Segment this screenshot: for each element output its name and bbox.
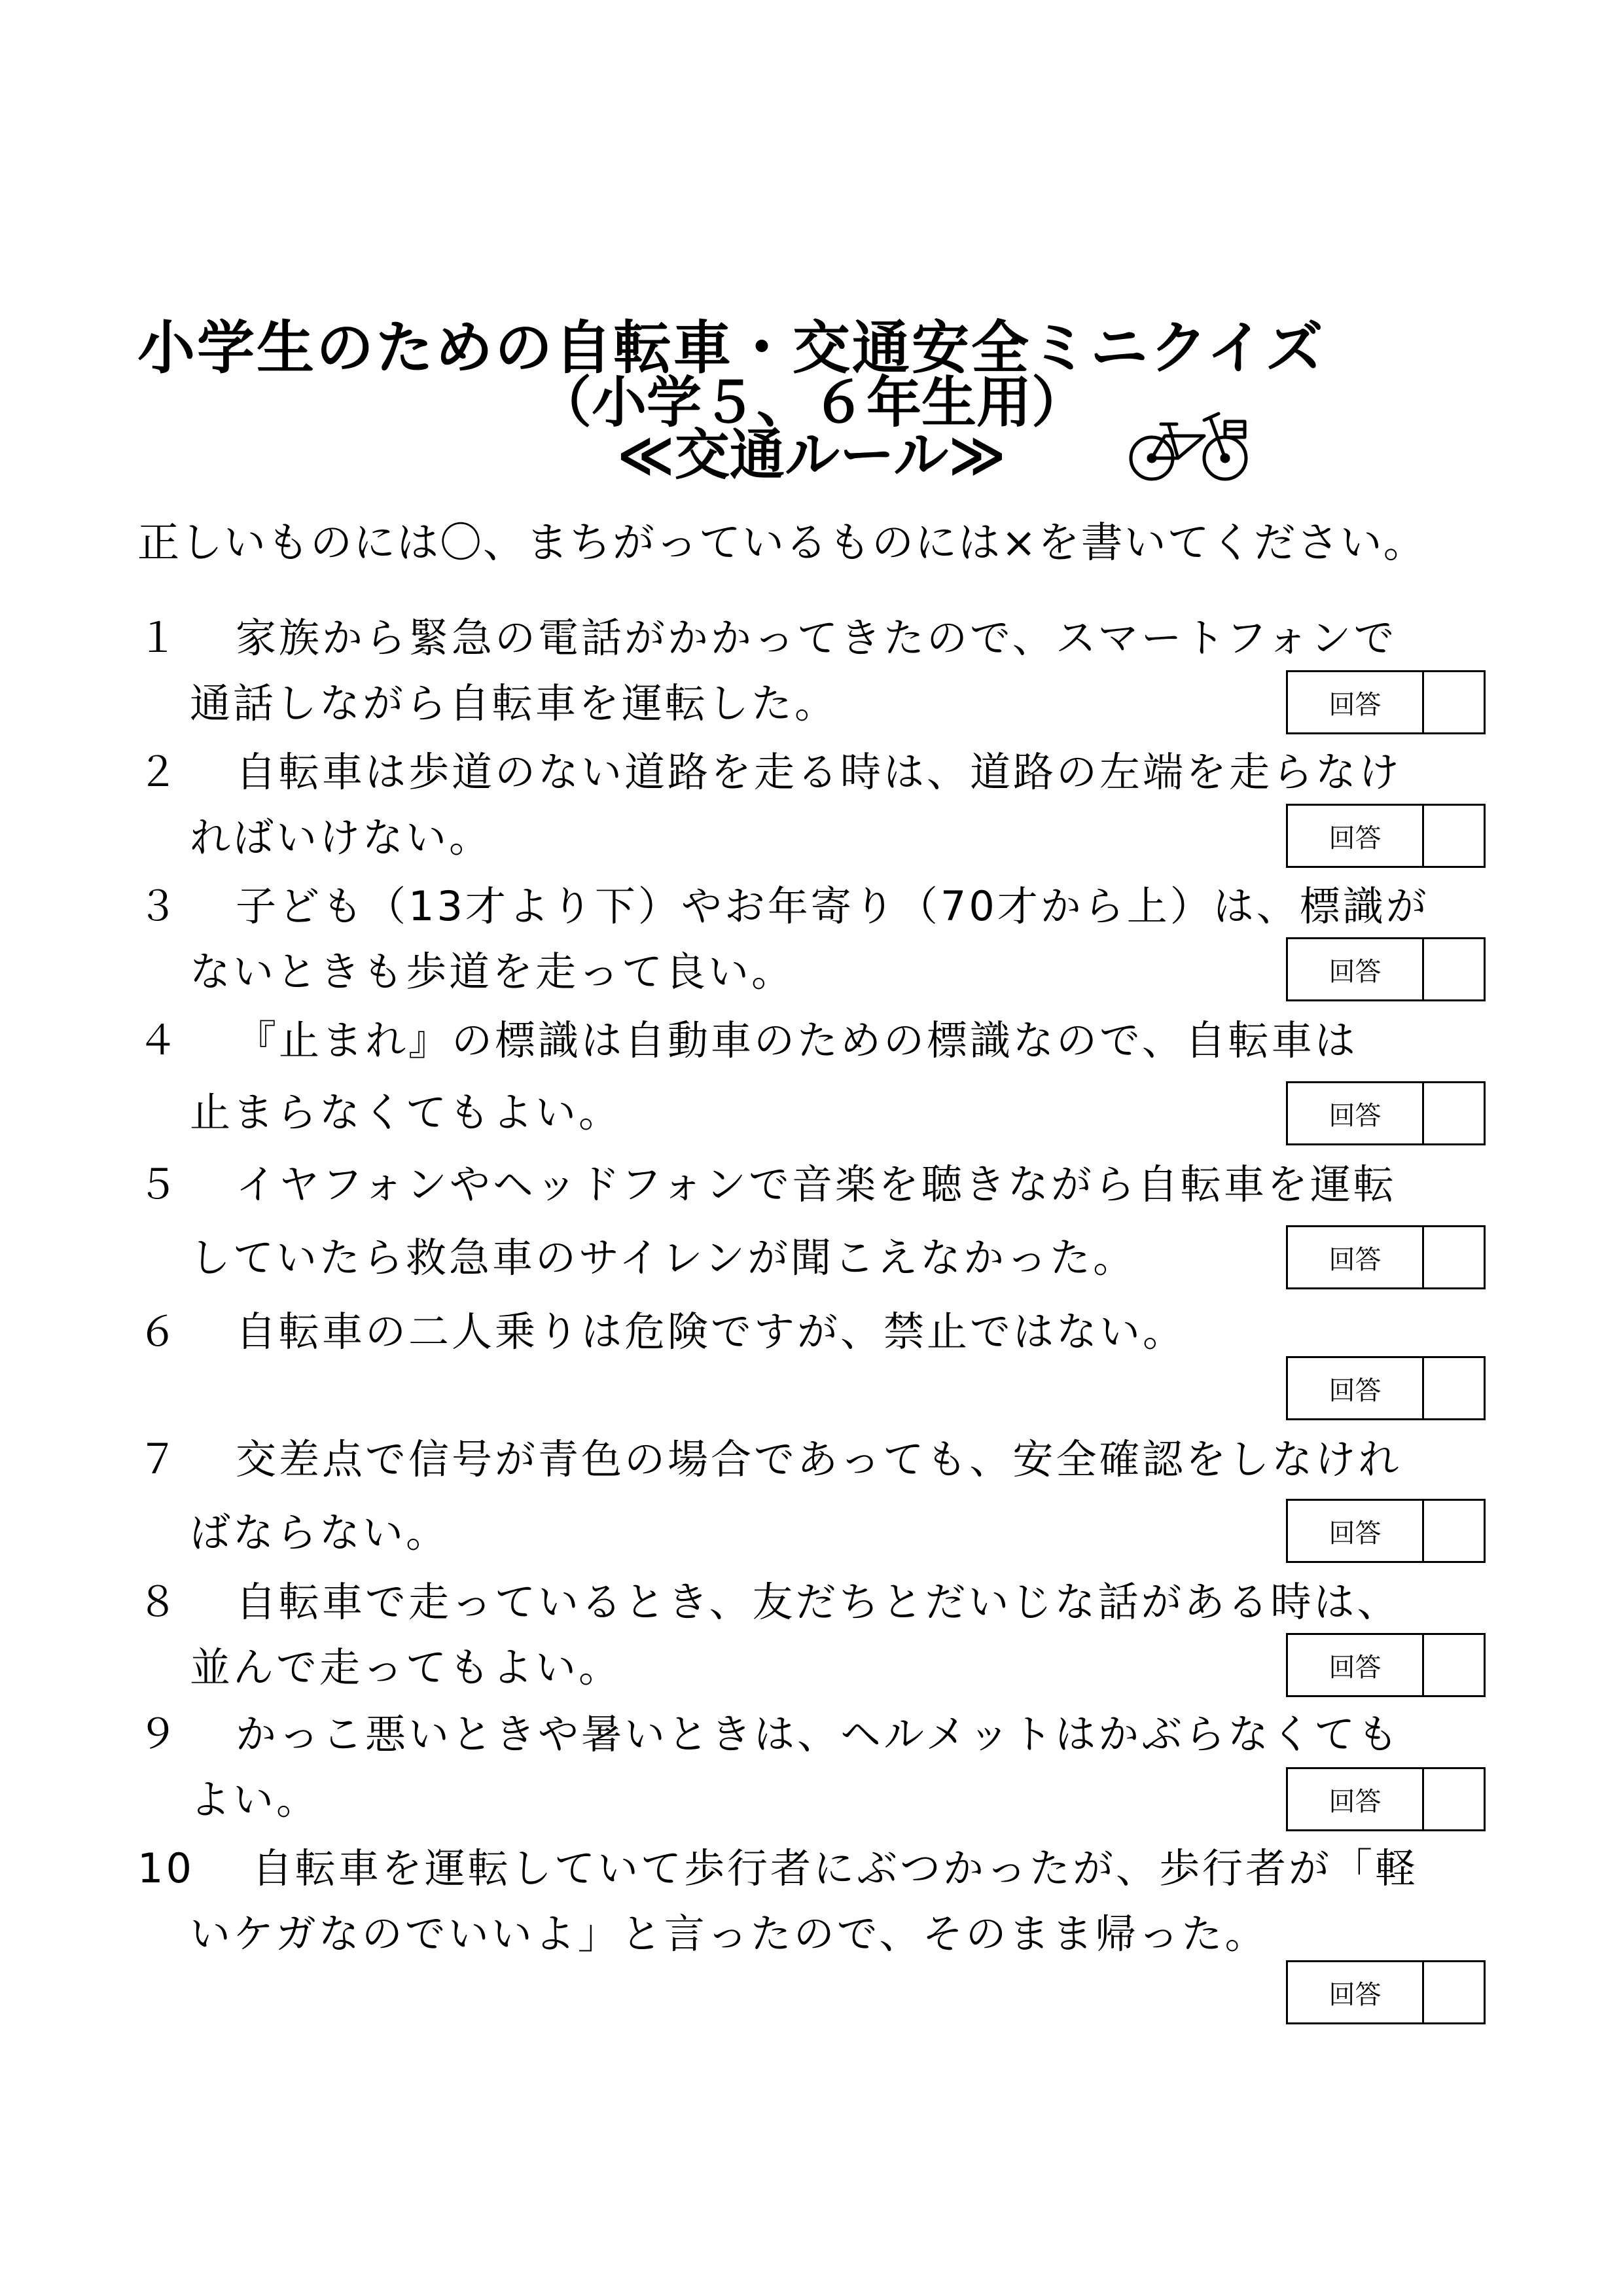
- question-number: １: [137, 614, 181, 662]
- answer-input-cell[interactable]: [1424, 672, 1484, 732]
- question-number: ２: [137, 748, 181, 796]
- answer-box: [1286, 1767, 1486, 1831]
- answer-box: [1286, 1225, 1486, 1289]
- answer-label: 回答: [1288, 1501, 1424, 1561]
- answer-label: 回答: [1288, 1227, 1424, 1287]
- question-text: イヤフォンやヘッドフォンで音楽を聴きながら自転車を運転: [236, 1160, 1397, 1208]
- question-text: いケガなのでいいよ」と言ったので、そのまま帰った。: [190, 1910, 1268, 1958]
- answer-label: 回答: [1288, 939, 1424, 999]
- question-text: 並んで走ってもよい。: [190, 1643, 622, 1691]
- answer-label: 回答: [1288, 1358, 1424, 1418]
- question-number: ５: [137, 1160, 181, 1208]
- answer-input-cell[interactable]: [1424, 1083, 1484, 1143]
- question-text: 自転車を運転していて歩行者にぶつかったが、歩行者が「軽: [252, 1844, 1419, 1892]
- question-text: 止まらなくてもよい。: [190, 1088, 622, 1136]
- answer-box: [1286, 937, 1486, 1001]
- question-number: ６: [137, 1308, 181, 1355]
- answer-box: [1286, 1633, 1486, 1697]
- question-number: ８: [137, 1578, 181, 1626]
- answer-input-cell[interactable]: [1424, 1635, 1484, 1695]
- answer-input-cell[interactable]: [1424, 939, 1484, 999]
- answer-input-cell[interactable]: [1424, 1358, 1484, 1418]
- answer-input-cell[interactable]: [1424, 806, 1484, 866]
- page-subtitle: （小学５、６年生用）: [536, 370, 1086, 435]
- question-number: ７: [137, 1435, 181, 1483]
- answer-box: [1286, 1499, 1486, 1563]
- answer-box: [1286, 1356, 1486, 1420]
- instruction-text: 正しいものには〇、まちがっているものには×を書いてください。: [137, 519, 1427, 567]
- answer-input-cell[interactable]: [1424, 1501, 1484, 1561]
- question-number: 10: [137, 1844, 194, 1892]
- question-text: ないときも歩道を走って良い。: [190, 948, 795, 996]
- answer-label: 回答: [1288, 1769, 1424, 1829]
- question-text: 交差点で信号が青色の場合であっても、安全確認をしなけれ: [236, 1435, 1402, 1483]
- answer-input-cell[interactable]: [1424, 1227, 1484, 1287]
- answer-box: [1286, 1081, 1486, 1145]
- question-text: 通話しながら自転車を運転した。: [190, 679, 838, 727]
- answer-box: [1286, 670, 1486, 734]
- answer-input-cell[interactable]: [1424, 1962, 1484, 2022]
- question-text: 自転車は歩道のない道路を走る時は、道路の左端を走らなけ: [236, 748, 1402, 796]
- answer-box: [1286, 1960, 1486, 2024]
- question-text: ばならない。: [190, 1509, 450, 1556]
- question-text: 自転車で走っているとき、友だちとだいじな話がある時は、: [236, 1578, 1400, 1626]
- answer-input-cell[interactable]: [1424, 1769, 1484, 1829]
- answer-box: [1286, 804, 1486, 868]
- question-text: 家族から緊急の電話がかかってきたので、スマートフォンで: [236, 614, 1397, 662]
- answer-label: 回答: [1288, 1083, 1424, 1143]
- question-text: していたら救急車のサイレンが聞こえなかった。: [190, 1234, 1137, 1282]
- answer-label: 回答: [1288, 672, 1424, 732]
- bicycle-icon: [1127, 404, 1251, 483]
- question-text: 『止まれ』の標識は自動車のための標識なので、自転車は: [236, 1016, 1358, 1064]
- question-number: ３: [137, 882, 181, 930]
- answer-label: 回答: [1288, 1635, 1424, 1695]
- question-text: 子ども（13才より下）やお年寄り（70才から上）は、標識が: [236, 882, 1429, 930]
- question-text: よい。: [190, 1776, 320, 1823]
- question-text: かっこ悪いときや暑いときは、ヘルメットはかぶらなくても: [236, 1710, 1401, 1758]
- question-number: ４: [137, 1016, 181, 1064]
- answer-label: 回答: [1288, 1962, 1424, 2022]
- page-title: 小学生のための自転車・交通安全ミニクイズ: [137, 314, 1325, 382]
- question-text: 自転車の二人乗りは危険ですが、禁止ではない。: [236, 1308, 1186, 1355]
- question-text: ればいけない。: [190, 814, 493, 861]
- question-number: ９: [137, 1710, 181, 1758]
- page-category: ≪交通ルール≫: [616, 423, 1007, 487]
- answer-label: 回答: [1288, 806, 1424, 866]
